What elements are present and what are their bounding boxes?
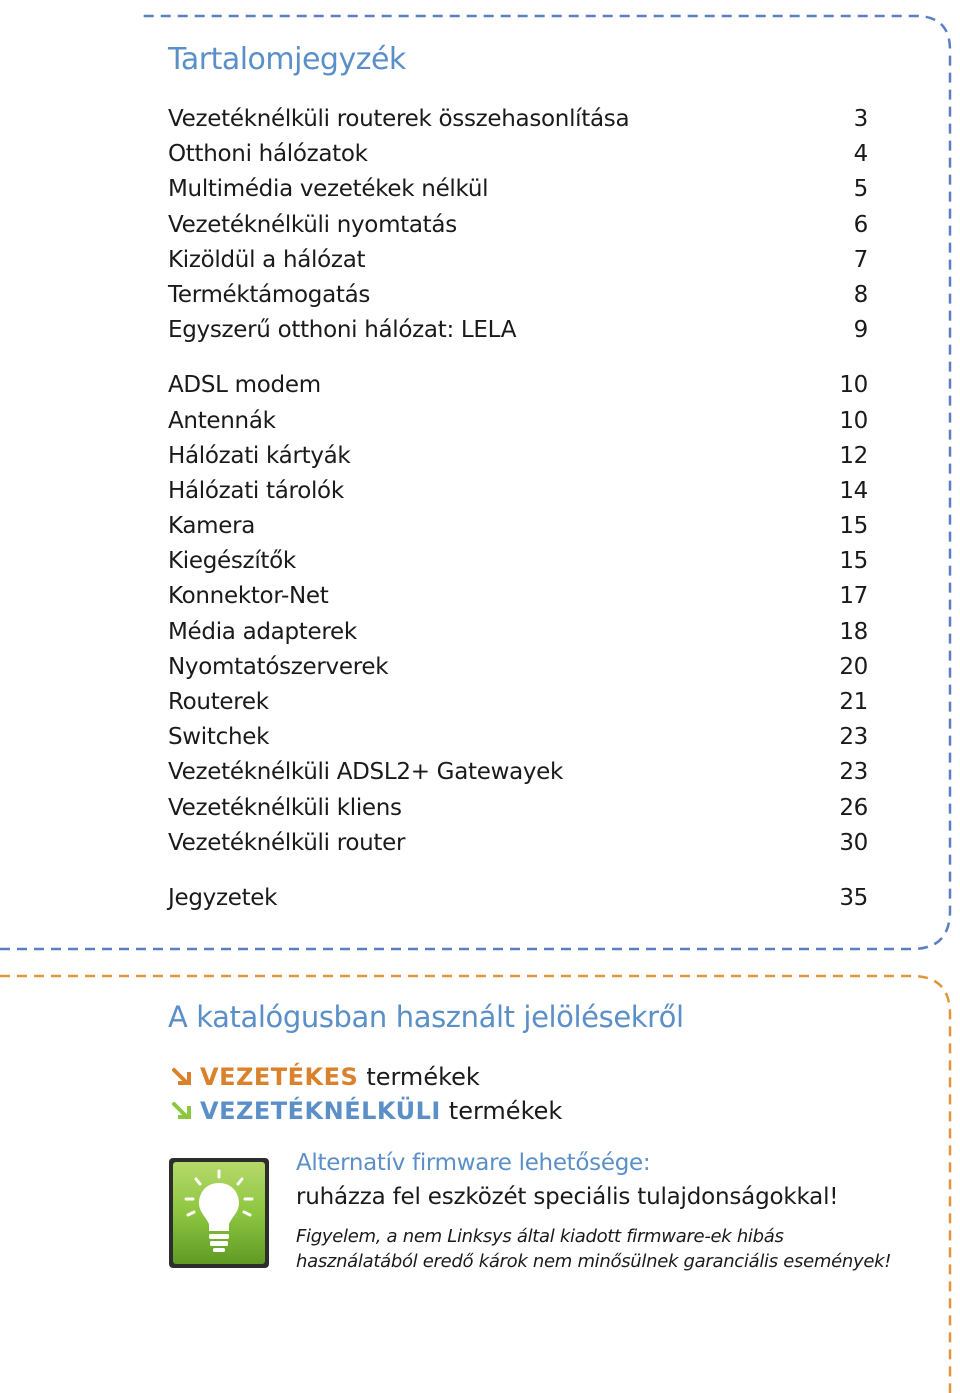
toc-entry-label: Otthoni hálózatok (168, 141, 368, 168)
lightbulb-icon (168, 1157, 270, 1269)
legend-wireless-key: VEZETÉKNÉLKÜLI (200, 1097, 441, 1125)
toc-entry-page: 10 (839, 372, 868, 399)
toc-group (168, 368, 868, 861)
legend-wired-text: termékek (366, 1063, 480, 1091)
toc-entry-page: 10 (839, 407, 868, 434)
toc-entry-label: Hálózati kártyák (168, 442, 351, 469)
toc-entry[interactable] (168, 439, 868, 474)
toc-entry-page: 12 (839, 442, 868, 469)
toc-entry-label: Vezetéknélküli router (168, 829, 406, 856)
legend-wireless-text: termékek (448, 1097, 563, 1125)
toc-entry-label: Hálózati tárolók (168, 477, 344, 504)
toc-entry[interactable] (168, 404, 868, 439)
toc-entry-label: Kizöldül a hálózat (168, 246, 366, 273)
toc-entry[interactable] (168, 791, 868, 826)
toc-entry[interactable] (168, 474, 868, 509)
toc-entry-label: ADSL modem (168, 372, 321, 399)
toc-entry-page: 5 (853, 176, 868, 203)
toc-entry-label: Switchek (168, 724, 270, 751)
toc-entry[interactable] (168, 102, 868, 137)
toc-entry[interactable] (168, 685, 868, 720)
toc-entry-label: Routerek (168, 689, 269, 715)
firmware-warning: Figyelem, a nem Linksys által kiadott firmware-ek hibás használatából eredő károk nem minősülnek garanciális események! (296, 1226, 892, 1272)
toc-entry[interactable] (168, 368, 868, 403)
toc-entry-page: 8 (853, 281, 868, 308)
toc-entry-label: Vezetéknélküli routerek összehasonlítása (168, 106, 630, 132)
toc-entry-page: 17 (839, 583, 868, 610)
table-of-contents (168, 102, 868, 936)
toc-entry-page: 14 (839, 477, 868, 504)
legend-wireless (170, 1094, 562, 1128)
toc-entry-label: Vezetéknélküli kliens (168, 794, 402, 821)
toc-group (168, 881, 868, 916)
toc-entry-page: 15 (839, 548, 868, 575)
toc-entry-label: Egyszerű otthoni hálózat: LELA (168, 317, 517, 344)
legend-wired (170, 1060, 480, 1094)
toc-entry-page: 15 (839, 513, 868, 540)
toc-entry[interactable] (168, 243, 868, 278)
toc-entry-label: Jegyzetek (168, 884, 278, 911)
toc-entry[interactable] (168, 650, 868, 685)
toc-entry-page: 18 (839, 618, 868, 645)
toc-entry[interactable] (168, 579, 868, 614)
toc-entry[interactable] (168, 881, 868, 916)
toc-entry-page: 4 (853, 141, 868, 168)
toc-entry-label: Antennák (168, 407, 276, 434)
toc-title: Tartalomjegyzék (168, 42, 406, 77)
legend-wired-key: VEZETÉKES (200, 1063, 359, 1091)
toc-entry[interactable] (168, 615, 868, 650)
firmware-subtitle: ruházza fel eszközét speciális tulajdonságokkal! (296, 1184, 839, 1210)
legend-title: A katalógusban használt jelölésekről (168, 1000, 684, 1034)
toc-entry[interactable] (168, 755, 868, 790)
toc-entry-page: 21 (839, 689, 868, 715)
toc-entry-page: 7 (853, 246, 868, 273)
toc-entry-label: Nyomtatószerverek (168, 653, 389, 680)
toc-entry-label: Vezetéknélküli nyomtatás (168, 211, 457, 238)
toc-entry[interactable] (168, 826, 868, 861)
toc-entry-label: Terméktámogatás (168, 281, 371, 308)
toc-entry-page: 9 (853, 317, 868, 344)
toc-entry-label: Kamera (168, 513, 256, 540)
toc-entry[interactable] (168, 278, 868, 313)
toc-entry-label: Vezetéknélküli ADSL2+ Gatewayek (168, 759, 564, 786)
toc-entry-page: 23 (839, 759, 868, 786)
toc-entry-page: 26 (839, 794, 868, 821)
toc-entry-label: Kiegészítők (168, 548, 296, 575)
toc-entry-page: 23 (839, 724, 868, 751)
toc-entry-label: Multimédia vezetékek nélkül (168, 176, 489, 203)
toc-entry-label: Média adapterek (168, 618, 357, 645)
firmware-title: Alternatív firmware lehetősége: (296, 1150, 651, 1176)
toc-entry[interactable] (168, 313, 868, 348)
arrow-down-right-icon (170, 1098, 196, 1124)
toc-entry[interactable] (168, 544, 868, 579)
toc-entry[interactable] (168, 720, 868, 755)
toc-entry-page: 35 (839, 884, 868, 911)
toc-entry-page: 3 (853, 106, 868, 132)
toc-entry[interactable] (168, 208, 868, 243)
toc-entry[interactable] (168, 509, 868, 544)
arrow-down-right-icon (170, 1064, 196, 1090)
toc-group (168, 102, 868, 348)
toc-entry-page: 30 (839, 829, 868, 856)
toc-entry[interactable] (168, 137, 868, 172)
toc-entry-page: 6 (853, 211, 868, 238)
toc-entry[interactable] (168, 172, 868, 207)
toc-entry-label: Konnektor-Net (168, 583, 329, 610)
toc-entry-page: 20 (839, 653, 868, 680)
